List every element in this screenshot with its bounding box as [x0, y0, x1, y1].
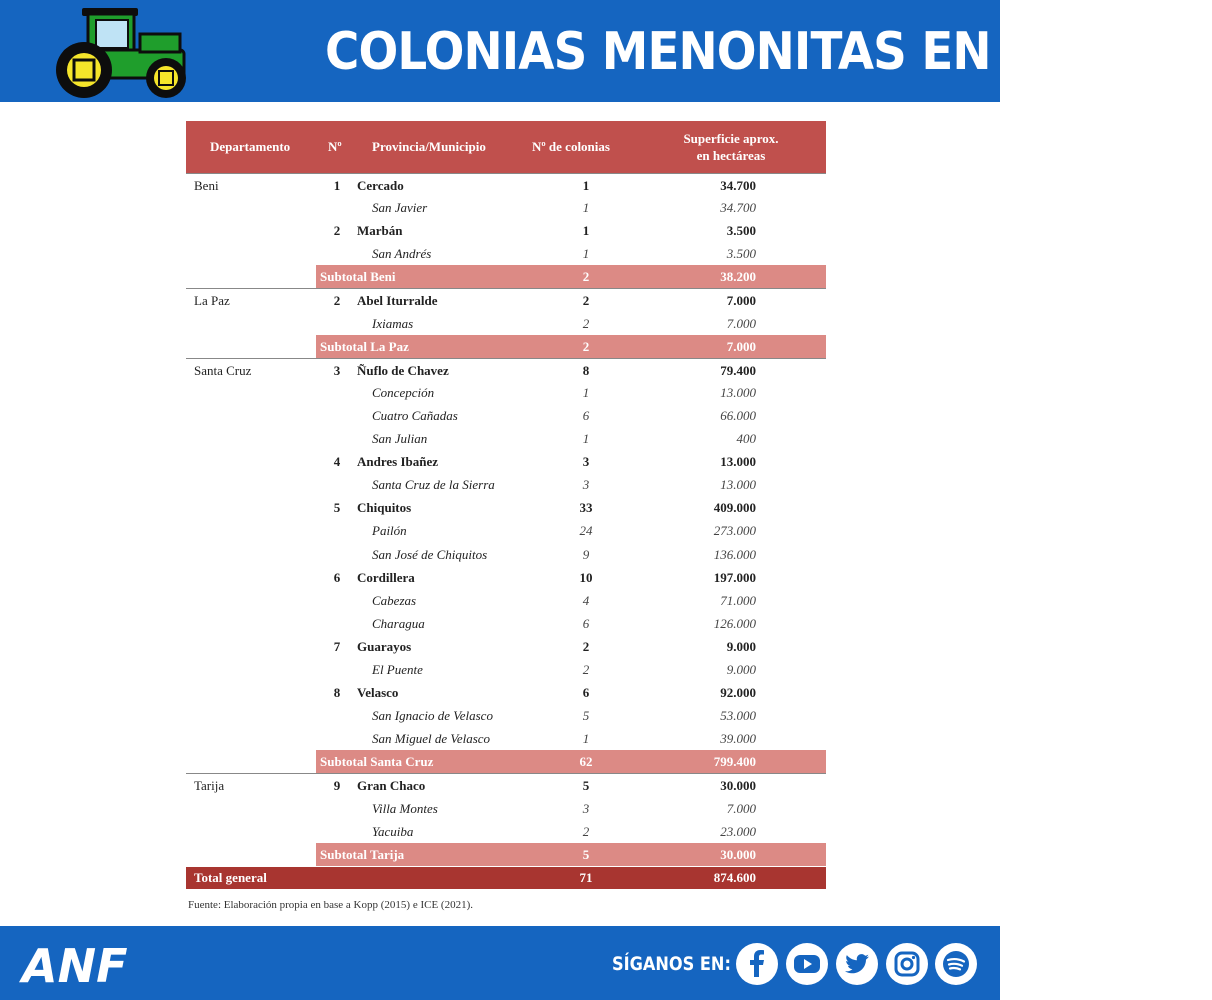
provincia-cell: Velasco	[357, 685, 399, 701]
superficie-cell: 13.000	[720, 454, 756, 470]
table-header	[186, 121, 826, 173]
provincia-cell: Cordillera	[357, 569, 415, 585]
numero-cell: 7	[333, 638, 341, 654]
provincia-cell: Gran Chaco	[357, 778, 426, 794]
provincia-cell: San Andrés	[372, 246, 432, 262]
footer-banner	[0, 926, 1000, 1000]
provincia-row	[186, 173, 826, 196]
subtotal-label: Subtotal Santa Cruz	[320, 754, 434, 770]
colonias-cell: 2	[582, 661, 590, 677]
col-departamento: Departamento	[210, 139, 291, 154]
superficie-cell: 409.000	[713, 500, 756, 516]
provincia-cell: San Miguel de Velasco	[372, 731, 491, 747]
numero-cell: 4	[333, 454, 341, 470]
superficie-cell: 3.500	[726, 223, 756, 239]
table-body	[186, 173, 826, 866]
col-colonias: Nº de colonias	[532, 139, 610, 154]
municipio-row	[186, 543, 826, 566]
subtotal-row	[186, 750, 826, 773]
municipio-row	[186, 797, 826, 820]
colonias-cell: 33	[579, 500, 593, 516]
tractor-icon	[44, 4, 194, 100]
provincia-cell: Marbán	[357, 223, 403, 239]
numero-cell: 9	[333, 778, 341, 794]
colonias-cell: 5	[582, 708, 590, 724]
provincia-cell: Cuatro Cañadas	[372, 407, 458, 423]
superficie-cell: 23.000	[720, 823, 756, 839]
colonias-cell: 1	[582, 246, 590, 262]
superficie-cell: 7.000	[726, 293, 756, 309]
superficie-cell: 9.000	[726, 638, 756, 654]
provincia-cell: Chiquitos	[357, 500, 412, 516]
colonias-table	[186, 121, 826, 889]
superficie-cell: 30.000	[720, 778, 756, 794]
municipio-row	[186, 196, 826, 219]
youtube-icon[interactable]	[786, 943, 828, 985]
colonias-cell: 24	[579, 523, 593, 539]
colonias-cell: 1	[582, 200, 590, 216]
header-banner	[0, 0, 1212, 102]
provincia-row	[186, 496, 826, 519]
provincia-row	[186, 773, 826, 796]
superficie-cell: 66.000	[720, 407, 756, 423]
superficie-cell: 126.000	[713, 615, 756, 631]
colonias-cell: 2	[582, 269, 590, 285]
spotify-icon[interactable]	[935, 943, 977, 985]
provincia-cell: Yacuiba	[372, 823, 414, 839]
colonias-cell: 8	[582, 362, 590, 378]
superficie-cell: 7.000	[726, 800, 756, 816]
total-superficie: 874.600	[713, 869, 756, 885]
superficie-cell: 273.000	[713, 523, 756, 539]
municipio-row	[186, 312, 826, 335]
colonias-cell: 2	[582, 293, 590, 309]
departamento-cell: Beni	[194, 178, 219, 193]
total-row	[186, 867, 826, 889]
municipio-row	[186, 404, 826, 427]
colonias-cell: 2	[582, 338, 590, 354]
numero-cell: 3	[333, 362, 341, 378]
colonias-cell: 2	[582, 638, 590, 654]
svg-text:ANF: ANF	[22, 939, 128, 993]
provincia-row	[186, 681, 826, 704]
municipio-row	[186, 242, 826, 265]
numero-cell: 5	[333, 500, 341, 516]
provincia-row	[186, 288, 826, 311]
numero-cell: 2	[333, 293, 341, 309]
municipio-row	[186, 519, 826, 542]
superficie-cell: 71.000	[720, 592, 756, 608]
superficie-cell: 799.400	[713, 754, 756, 770]
instagram-icon[interactable]	[886, 943, 928, 985]
provincia-cell: Charagua	[372, 615, 425, 631]
provincia-cell: San José de Chiquitos	[372, 546, 488, 562]
provincia-cell: Cabezas	[372, 592, 417, 608]
superficie-cell: 197.000	[713, 569, 756, 585]
provincia-cell: Concepción	[372, 384, 435, 400]
provincia-row	[186, 566, 826, 589]
subtotal-label: Subtotal Beni	[320, 269, 396, 285]
facebook-icon[interactable]	[736, 943, 778, 985]
provincia-cell: San Julian	[372, 431, 428, 447]
municipio-row	[186, 704, 826, 727]
superficie-cell: 30.000	[720, 846, 756, 862]
provincia-row	[186, 635, 826, 658]
subtotal-label: Subtotal Tarija	[320, 846, 405, 862]
departamento-cell: Santa Cruz	[194, 362, 252, 378]
provincia-cell: Cercado	[357, 178, 404, 193]
provincia-cell: Santa Cruz de la Sierra	[372, 477, 495, 493]
colonias-cell: 4	[582, 592, 590, 608]
colonias-cell: 62	[579, 754, 593, 770]
numero-cell: 6	[333, 569, 341, 585]
superficie-cell: 38.200	[720, 269, 756, 285]
superficie-cell: 3.500	[726, 246, 756, 262]
provincia-cell: Villa Montes	[372, 800, 438, 816]
colonias-cell: 2	[582, 823, 590, 839]
colonias-cell: 9	[582, 546, 590, 562]
provincia-row	[186, 450, 826, 473]
superficie-cell: 39.000	[720, 731, 756, 747]
colonias-cell: 6	[582, 615, 590, 631]
superficie-cell: 7.000	[726, 338, 756, 354]
provincia-row	[186, 219, 826, 242]
subtotal-label: Subtotal La Paz	[320, 338, 409, 354]
colonias-cell: 5	[582, 846, 590, 862]
municipio-row	[186, 473, 826, 496]
col-provincia: Provincia/Municipio	[372, 139, 486, 154]
superficie-cell: 13.000	[720, 477, 756, 493]
col-superficie: Superficie aprox. en hectáreas	[683, 131, 779, 163]
source-note: Fuente: Elaboración propia en base a Kopp (2015) e ICE (2021).	[188, 899, 473, 911]
colonias-cell: 3	[582, 454, 590, 470]
total-label: Total general	[194, 869, 267, 885]
municipio-row	[186, 658, 826, 681]
provincia-row	[186, 358, 826, 381]
total-colonias: 71	[579, 869, 593, 885]
page-title: COLONIAS MENONITAS EN BOLIVIA	[325, 22, 1212, 82]
numero-cell: 1	[333, 178, 341, 193]
provincia-cell: Ñuflo de Chavez	[357, 362, 449, 378]
departamento-cell: La Paz	[194, 293, 230, 309]
provincia-cell: San Javier	[372, 200, 428, 216]
municipio-row	[186, 589, 826, 612]
colonias-cell: 3	[582, 800, 590, 816]
subtotal-row	[186, 335, 826, 358]
subtotal-row	[186, 843, 826, 866]
municipio-row	[186, 612, 826, 635]
superficie-cell: 34.700	[720, 200, 756, 216]
superficie-cell: 79.400	[720, 362, 756, 378]
numero-cell: 2	[333, 223, 341, 239]
subtotal-row	[186, 265, 826, 288]
colonias-cell: 2	[582, 315, 590, 331]
provincia-cell: Abel Iturralde	[357, 293, 438, 309]
colonias-cell: 5	[582, 778, 590, 794]
provincia-cell: Andres Ibañez	[357, 454, 439, 470]
superficie-cell: 92.000	[720, 685, 756, 701]
twitter-icon[interactable]	[836, 943, 878, 985]
col-numero: Nº	[328, 139, 342, 154]
colonias-cell: 1	[582, 731, 590, 747]
numero-cell: 8	[333, 685, 341, 701]
departamento-cell: Tarija	[194, 778, 225, 794]
superficie-cell: 400	[736, 431, 756, 447]
colonias-cell: 6	[582, 685, 590, 701]
colonias-cell: 1	[582, 384, 590, 400]
superficie-cell: 34.700	[720, 178, 756, 193]
municipio-row	[186, 381, 826, 404]
municipio-row	[186, 427, 826, 450]
colonias-cell: 1	[582, 431, 590, 447]
colonias-cell: 10	[579, 569, 593, 585]
follow-label: SÍGANOS EN:	[612, 953, 731, 975]
superficie-cell: 53.000	[720, 708, 756, 724]
superficie-cell: 13.000	[720, 384, 756, 400]
colonias-cell: 6	[582, 407, 590, 423]
superficie-cell: 9.000	[726, 661, 756, 677]
provincia-cell: Pailón	[372, 523, 407, 539]
provincia-cell: Guarayos	[357, 638, 412, 654]
colonias-cell: 1	[582, 223, 590, 239]
colonias-cell: 1	[582, 178, 590, 193]
provincia-cell: El Puente	[372, 661, 423, 677]
provincia-cell: Ixiamas	[372, 315, 414, 331]
superficie-cell: 7.000	[726, 315, 756, 331]
colonias-cell: 3	[582, 477, 590, 493]
municipio-row	[186, 727, 826, 750]
anf-logo	[22, 938, 140, 993]
superficie-cell: 136.000	[713, 546, 756, 562]
municipio-row	[186, 820, 826, 843]
provincia-cell: San Ignacio de Velasco	[372, 708, 493, 724]
